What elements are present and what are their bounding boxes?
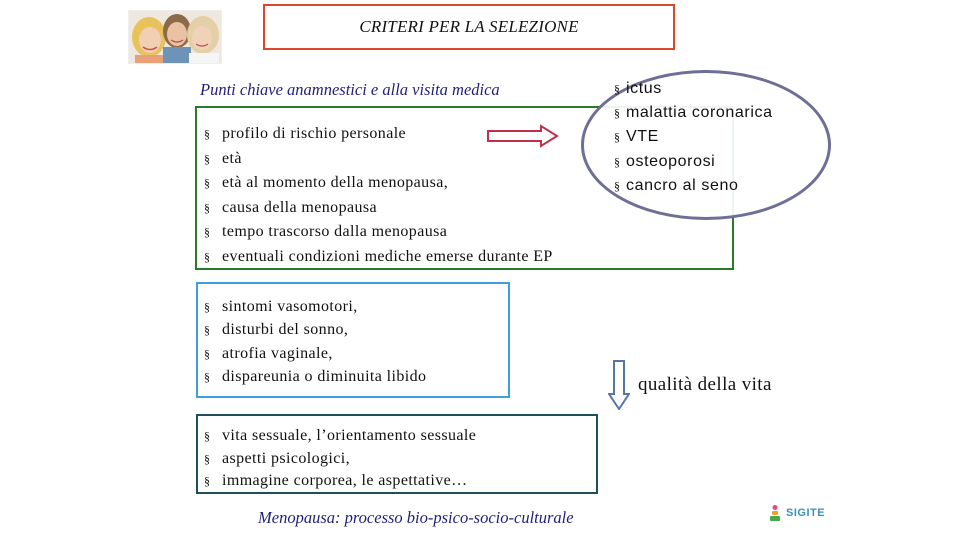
bullet-icon: § (204, 176, 210, 190)
bullet-icon: § (614, 154, 620, 169)
bullet-icon: § (204, 225, 210, 239)
logo-mark-icon (768, 504, 782, 522)
women-photo (128, 10, 222, 64)
slide-title: CRITERI PER LA SELEZIONE (359, 17, 579, 36)
bullet-icon: § (204, 323, 210, 338)
logo-text: SIGITE (786, 507, 826, 519)
list-item: § età (204, 149, 242, 167)
list-item: § disturbi del sonno, (204, 321, 349, 339)
list-item: § tempo trascorso dalla menopausa (204, 223, 448, 240)
bullet-icon: § (614, 178, 620, 193)
bullet-icon: § (204, 451, 210, 466)
symptoms-list (204, 298, 426, 392)
right-arrow-icon (487, 124, 559, 148)
list-item: § vita sessuale, l’orientamento sessuale (204, 427, 477, 444)
list-item: § ictus (614, 80, 662, 97)
list-item: § malattia coronarica (614, 104, 773, 122)
bullet-icon: § (614, 106, 620, 121)
sigite-logo (768, 500, 830, 526)
list-item: § atrofia vaginale, (204, 344, 333, 362)
bullet-icon: § (204, 370, 210, 385)
bullet-icon: § (204, 429, 210, 443)
bullet-icon: § (204, 127, 210, 141)
bullet-icon: § (204, 249, 210, 264)
list-item: § osteoporosi (614, 152, 716, 170)
outcomes-list (614, 80, 773, 201)
down-arrow-icon (608, 360, 630, 410)
list-item: § età al momento della menopausa, (204, 174, 449, 191)
list-item: § dispareunia o diminuita libido (204, 368, 427, 386)
list-item: § sintomi vasomotori, (204, 298, 358, 315)
bullet-icon: § (204, 300, 210, 314)
bullet-icon: § (204, 151, 210, 166)
list-item: § immagine corporea, le aspettative… (204, 472, 468, 490)
bullet-icon: § (204, 200, 210, 215)
bullet-icon: § (204, 474, 210, 489)
list-item: § VTE (614, 128, 659, 146)
psychosocial-list (204, 427, 476, 495)
bullet-icon: § (204, 346, 210, 361)
title-box (263, 4, 675, 50)
list-item: § aspetti psicologici, (204, 449, 350, 467)
list-item: § causa della menopausa (204, 198, 378, 216)
subtitle: Punti chiave anamnestici e alla visita medica (200, 80, 500, 99)
list-item: § eventuali condizioni mediche emerse durante EP (204, 247, 553, 265)
bullet-icon: § (614, 82, 620, 96)
list-item: § cancro al seno (614, 176, 739, 194)
footer-caption: Menopausa: processo bio-psico-socio-culturale (258, 508, 574, 527)
quality-of-life-label: qualità della vita (638, 374, 772, 395)
list-item: § profilo di rischio personale (204, 125, 407, 142)
bullet-icon: § (614, 130, 620, 145)
